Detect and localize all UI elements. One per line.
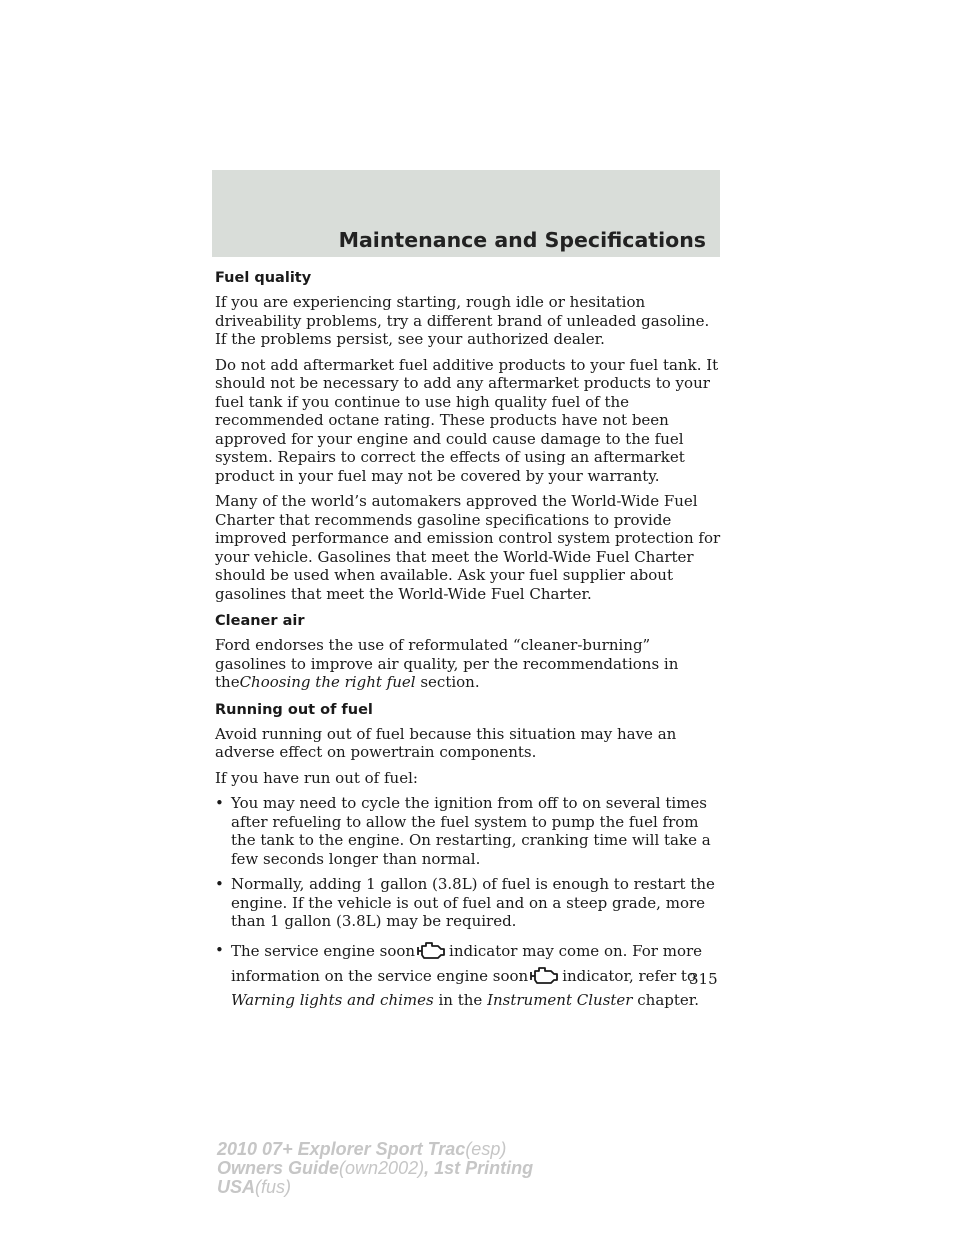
text: chapter. — [637, 990, 700, 1009]
footer-model: 2010 07+ Explorer Sport Trac — [217, 1139, 466, 1159]
footer-market: USA — [217, 1177, 256, 1197]
section-header-band — [212, 170, 720, 257]
footer-guide: Owners Guide — [217, 1158, 340, 1178]
bullet: • — [215, 940, 224, 959]
footer-printing: , 1st Printing — [424, 1158, 534, 1178]
bullet: • — [215, 794, 224, 812]
check-engine-icon — [528, 963, 562, 987]
cross-reference: Instrument Cluster — [487, 990, 633, 1009]
paragraph: If you have run out of fuel: — [215, 768, 418, 787]
text: section. — [420, 673, 480, 691]
cross-reference: Choosing the right fuel — [239, 673, 416, 691]
paragraph — [215, 636, 725, 692]
print-footer — [217, 1140, 533, 1197]
text: Normally, adding 1 gallon (3.8L) of fuel is enough to restart the engine. If the vehicle is out of fuel and on a steep grade, more than 1 gallon (3.8L) may be required. — [231, 875, 715, 930]
text: indicator may come on. For more information on the service engine soon — [231, 941, 703, 985]
paragraph: Do not add aftermarket fuel additive products to your fuel tank. It should not be necessary to add any aftermarket products to your fuel tank if you continue to use high quality fuel of the recommended octane rating. These products have not been approved for your engine and could cause damage to the fuel system. Repairs to correct the effects of using an aftermarket product in your fuel may not be covered by your warranty. — [215, 355, 719, 485]
text: You may need to cycle the ignition from off to on several times after refueling to allow the fuel system to pump the fuel from the tank to the engine. On restarting, cranking time will take a few seconds longer than normal. — [231, 794, 711, 868]
paragraph: Avoid running out of fuel because this situation may have an adverse effect on powertrain components. — [215, 724, 677, 761]
page-number: 315 — [689, 970, 718, 988]
heading-fuel-quality: Fuel quality — [215, 270, 312, 286]
text: in the — [438, 990, 483, 1009]
bullet: • — [215, 875, 224, 893]
footer-line — [217, 1140, 533, 1159]
text: The service engine soon — [231, 941, 416, 960]
cross-reference: Warning lights and chimes — [231, 990, 434, 1009]
section-title: Maintenance and Specifications — [338, 228, 706, 252]
paragraph: If you are experiencing starting, rough idle or hesitation driveability problems, try a different brand of unleaded gasoline. If the problems persist, see your authorized dealer. — [215, 293, 710, 348]
check-engine-icon — [415, 938, 449, 962]
footer-code: (esp) — [465, 1139, 507, 1159]
footer-line — [217, 1159, 533, 1178]
bullet-list — [215, 794, 725, 1012]
text: Ford endorses the use of reformulated “cleaner-burning” gasolines to improve air quality, per the recommendations in the — [215, 636, 679, 691]
heading-cleaner-air: Cleaner air — [215, 613, 305, 629]
list-item — [215, 875, 725, 931]
page-content — [215, 267, 725, 1019]
footer-line — [217, 1178, 533, 1197]
heading-running-out-of-fuel: Running out of fuel — [215, 701, 373, 718]
footer-code: (fus) — [255, 1177, 292, 1197]
paragraph: Many of the world’s automakers approved the World-Wide Fuel Charter that recommends gasoline specifications to provide improved performance and emission control system protection for your vehicle. Gasolines that meet the World-Wide Fuel Charter should be used when available. Ask your fuel supplier about gasolines that meet the World-Wide Fuel Charter. — [215, 492, 721, 603]
text: indicator, refer to — [562, 966, 696, 985]
list-item — [215, 938, 725, 1012]
list-item — [215, 794, 725, 868]
footer-code: (own2002) — [339, 1158, 425, 1178]
